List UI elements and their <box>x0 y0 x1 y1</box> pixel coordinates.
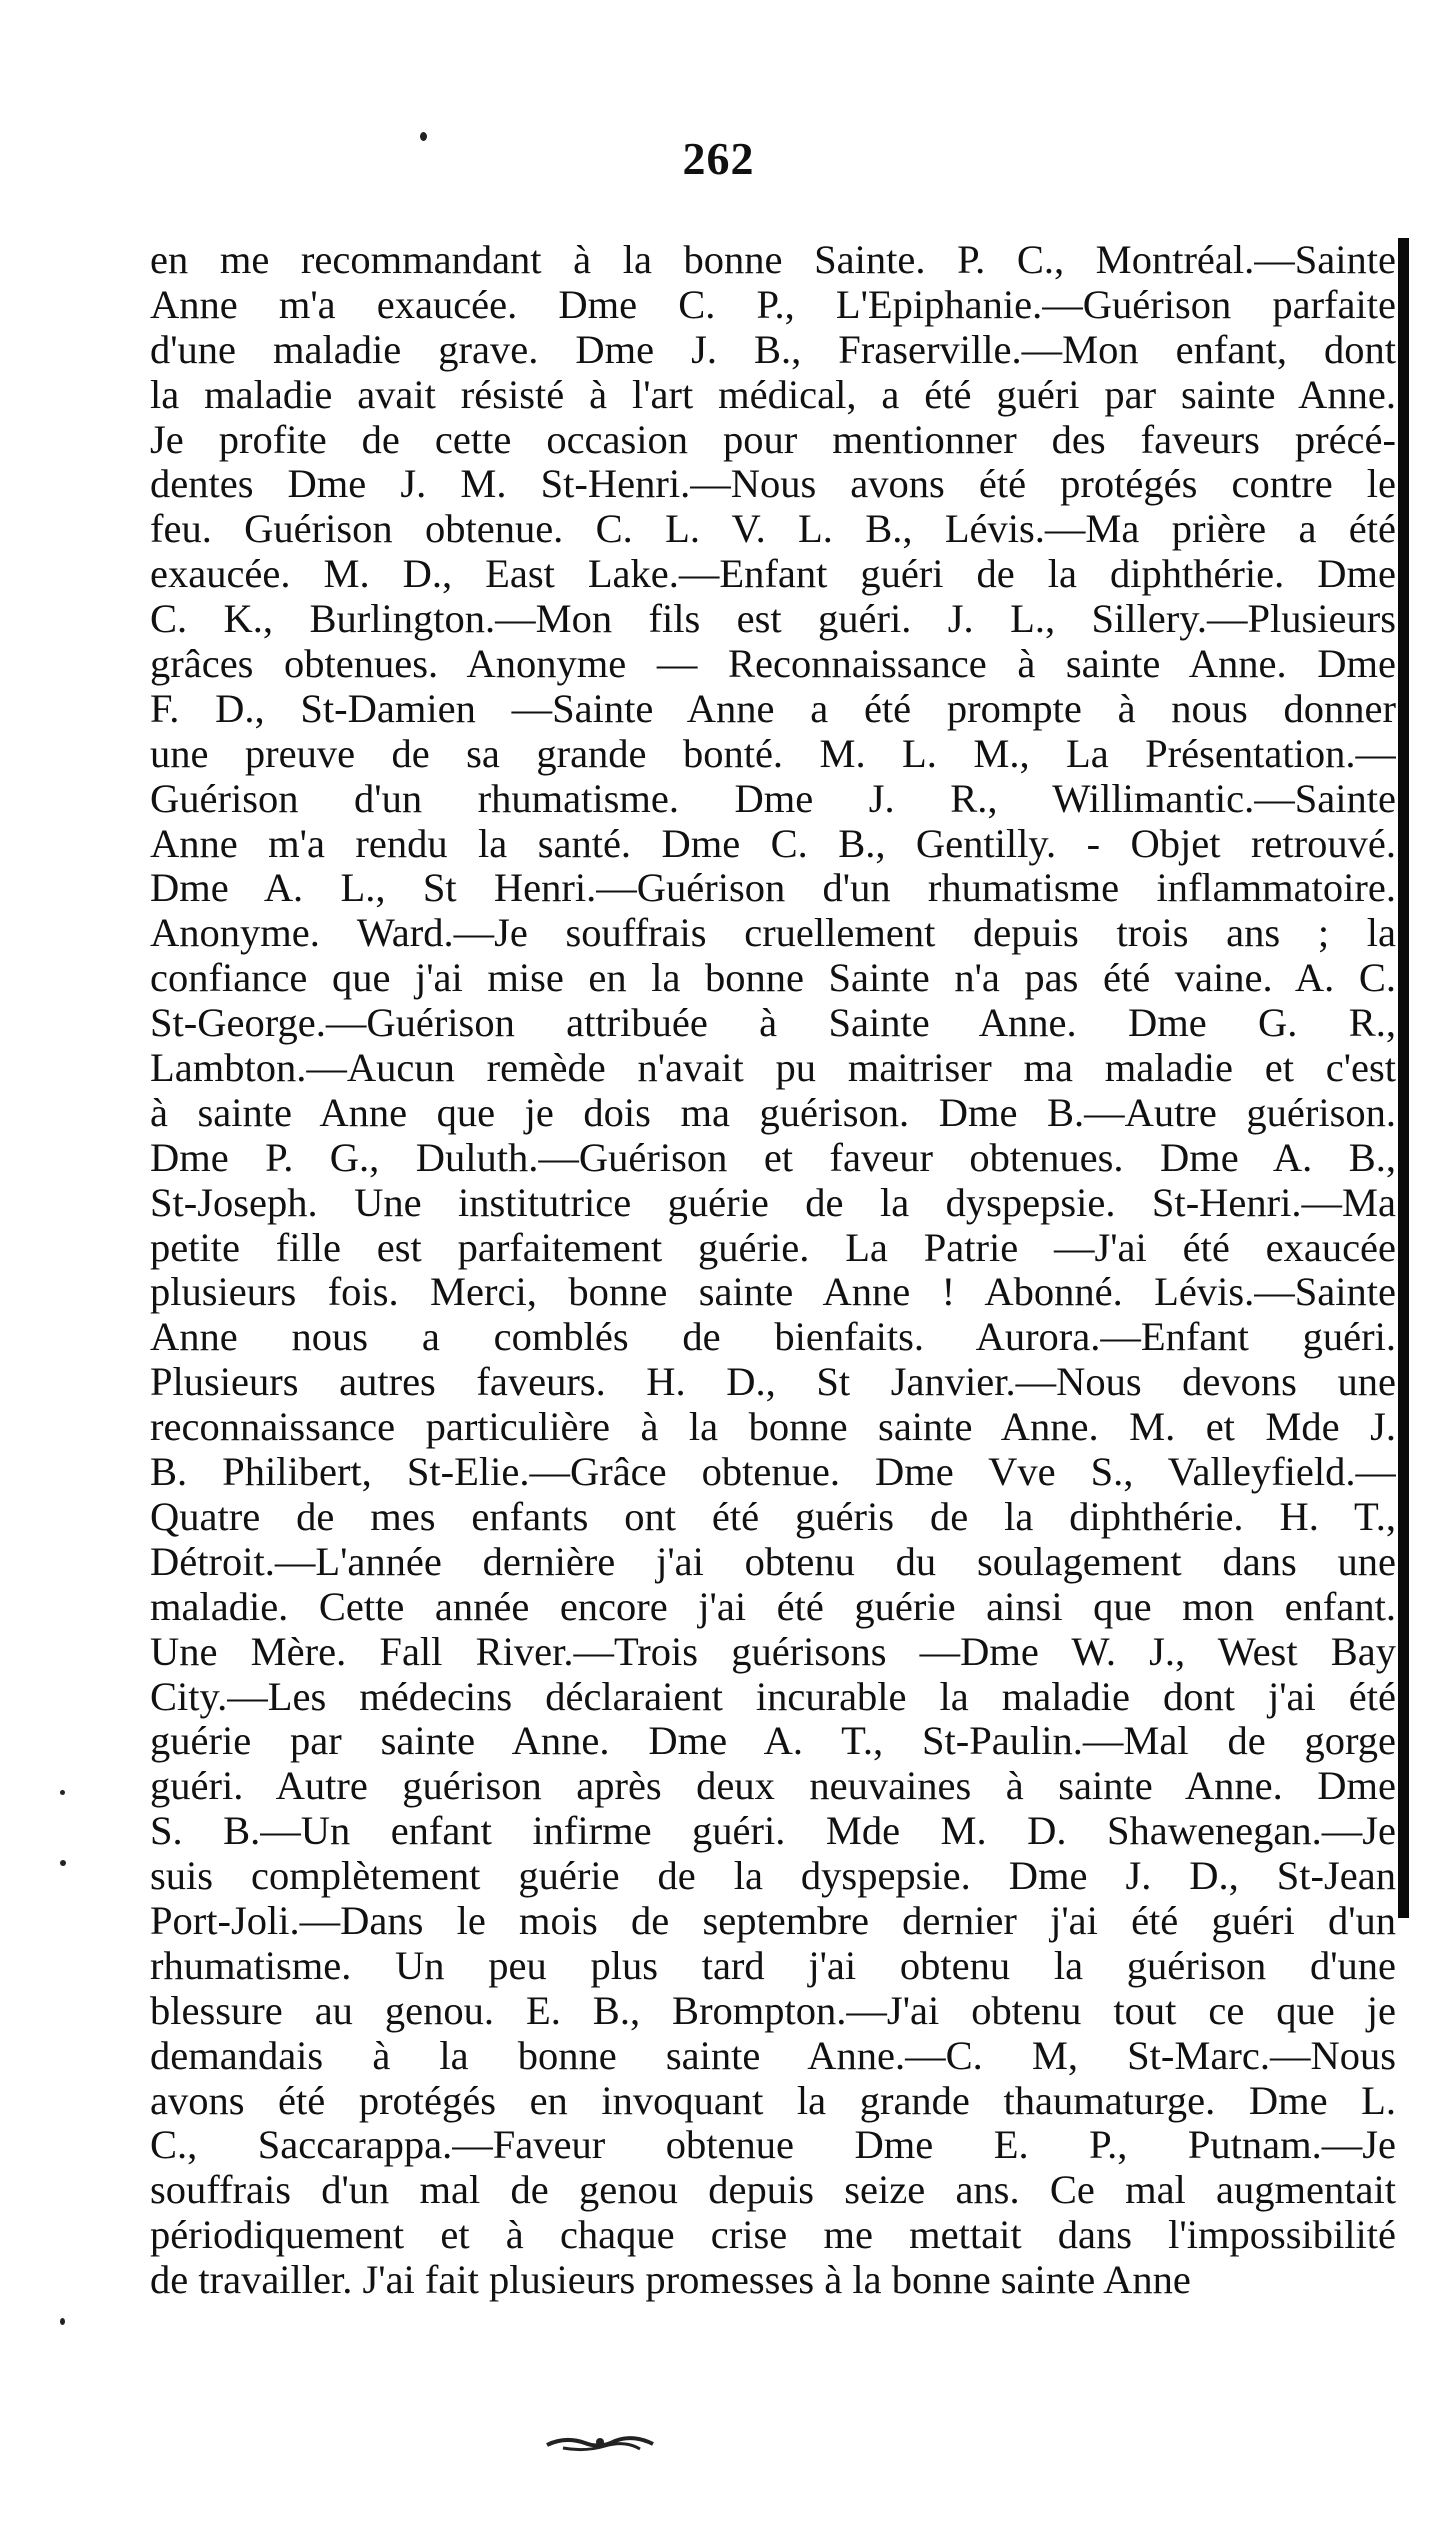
binding-edge-shadow <box>1398 238 1409 1918</box>
text-line: exaucée. M. D., East Lake.—Enfant guéri de la diphthérie. Dme <box>150 552 1396 597</box>
text-line: Anne m'a rendu la santé. Dme C. B., Gentilly. - Objet retrouvé. <box>150 821 1396 866</box>
text-line: suis complètement guérie de la dyspepsie. Dme J. D., St-Jean <box>150 1854 1396 1899</box>
text-line: Guérison d'un rhumatisme. Dme J. R., Willimantic.—Sainte <box>150 776 1396 821</box>
text-line: Je profite de cette occasion pour mentionner des faveurs précé- <box>150 417 1396 462</box>
text-line: B. Philibert, St-Elie.—Grâce obtenue. Dme Vve S., Valleyfield.— <box>150 1450 1396 1495</box>
text-line: St-Joseph. Une institutrice guérie de la dyspepsie. St-Henri.—Ma <box>150 1180 1396 1225</box>
text-line: avons été protégés en invoquant la grande thaumaturge. Dme L. <box>150 2078 1396 2123</box>
ink-speck <box>60 1860 66 1866</box>
text-line: une preuve de sa grande bonté. M. L. M., La Présentation.— <box>150 731 1396 776</box>
text-line: petite fille est parfaitement guérie. La Patrie —J'ai été exaucée <box>150 1225 1396 1270</box>
text-line: Anonyme. Ward.—Je souffrais cruellement depuis trois ans ; la <box>150 911 1396 956</box>
text-line: plusieurs fois. Merci, bonne sainte Anne ! Abonné. Lévis.—Sainte <box>150 1270 1396 1315</box>
text-line: Une Mère. Fall River.—Trois guérisons —Dme W. J., West Bay <box>150 1629 1396 1674</box>
text-line: demandais à la bonne sainte Anne.—C. M, St-Marc.—Nous <box>150 2033 1396 2078</box>
text-line: guérie par sainte Anne. Dme A. T., St-Paulin.—Mal de gorge <box>150 1719 1396 1764</box>
text-line: Dme A. L., St Henri.—Guérison d'un rhumatisme inflammatoire. <box>150 866 1396 911</box>
text-line: Anne m'a exaucée. Dme C. P., L'Epiphanie.—Guérison parfaite <box>150 282 1396 327</box>
text-line: confiance que j'ai mise en la bonne Sainte n'a pas été vaine. A. C. <box>150 956 1396 1001</box>
text-line: S. B.—Un enfant infirme guéri. Mde M. D. Shawenegan.—Je <box>150 1809 1396 1854</box>
ink-speck <box>60 1790 65 1795</box>
ink-speck <box>420 132 427 141</box>
page-number: 262 <box>682 133 755 184</box>
text-line: périodiquement et à chaque crise me mettait dans l'impossibilité <box>150 2213 1396 2258</box>
text-line: dentes Dme J. M. St-Henri.—Nous avons été protégés contre le <box>150 462 1396 507</box>
body-text <box>150 238 1396 2303</box>
text-line: F. D., St-Damien —Sainte Anne a été prompte à nous donner <box>150 686 1396 731</box>
text-line: rhumatisme. Un peu plus tard j'ai obtenu la guérison d'une <box>150 1943 1396 1988</box>
text-line: de travailler. J'ai fait plusieurs promesses à la bonne sainte Anne <box>150 2258 1191 2303</box>
text-line: Dme P. G., Duluth.—Guérison et faveur obtenues. Dme A. B., <box>150 1135 1396 1180</box>
text-line: reconnaissance particulière à la bonne sainte Anne. M. et Mde J. <box>150 1405 1396 1450</box>
text-line: feu. Guérison obtenue. C. L. V. L. B., Lévis.—Ma prière a été <box>150 507 1396 552</box>
text-line: maladie. Cette année encore j'ai été guérie ainsi que mon enfant. <box>150 1584 1396 1629</box>
text-line: Lambton.—Aucun remède n'avait pu maitriser ma maladie et c'est <box>150 1046 1396 1091</box>
text-line: la maladie avait résisté à l'art médical, a été guéri par sainte Anne. <box>150 372 1396 417</box>
text-line: d'une maladie grave. Dme J. B., Fraserville.—Mon enfant, dont <box>150 327 1396 372</box>
text-line: en me recommandant à la bonne Sainte. P. C., Montréal.—Sainte <box>150 238 1396 282</box>
text-line: C., Saccarappa.—Faveur obtenue Dme E. P., Putnam.—Je <box>150 2123 1396 2168</box>
text-line: Détroit.—L'année dernière j'ai obtenu du soulagement dans une <box>150 1539 1396 1584</box>
text-line: City.—Les médecins déclaraient incurable la maladie dont j'ai été <box>150 1674 1396 1719</box>
text-line: Plusieurs autres faveurs. H. D., St Janvier.—Nous devons une <box>150 1360 1396 1405</box>
tail-ornament <box>545 2430 655 2456</box>
text-line: blessure au genou. E. B., Brompton.—J'ai obtenu tout ce que je <box>150 1988 1396 2033</box>
text-line: grâces obtenues. Anonyme — Reconnaissance à sainte Anne. Dme <box>150 642 1396 687</box>
text-line: Anne nous a comblés de bienfaits. Aurora.—Enfant guéri. <box>150 1315 1396 1360</box>
text-line: Quatre de mes enfants ont été guéris de la diphthérie. H. T., <box>150 1494 1396 1539</box>
text-line: St-George.—Guérison attribuée à Sainte Anne. Dme G. R., <box>150 1001 1396 1046</box>
text-line: Port-Joli.—Dans le mois de septembre dernier j'ai été guéri d'un <box>150 1898 1396 1943</box>
ink-speck <box>60 2318 65 2325</box>
text-line: C. K., Burlington.—Mon fils est guéri. J. L., Sillery.—Plusieurs <box>150 597 1396 642</box>
text-line: souffrais d'un mal de genou depuis seize ans. Ce mal augmentait <box>150 2168 1396 2213</box>
text-line: à sainte Anne que je dois ma guérison. Dme B.—Autre guérison. <box>150 1090 1396 1135</box>
text-line: guéri. Autre guérison après deux neuvaines à sainte Anne. Dme <box>150 1764 1396 1809</box>
